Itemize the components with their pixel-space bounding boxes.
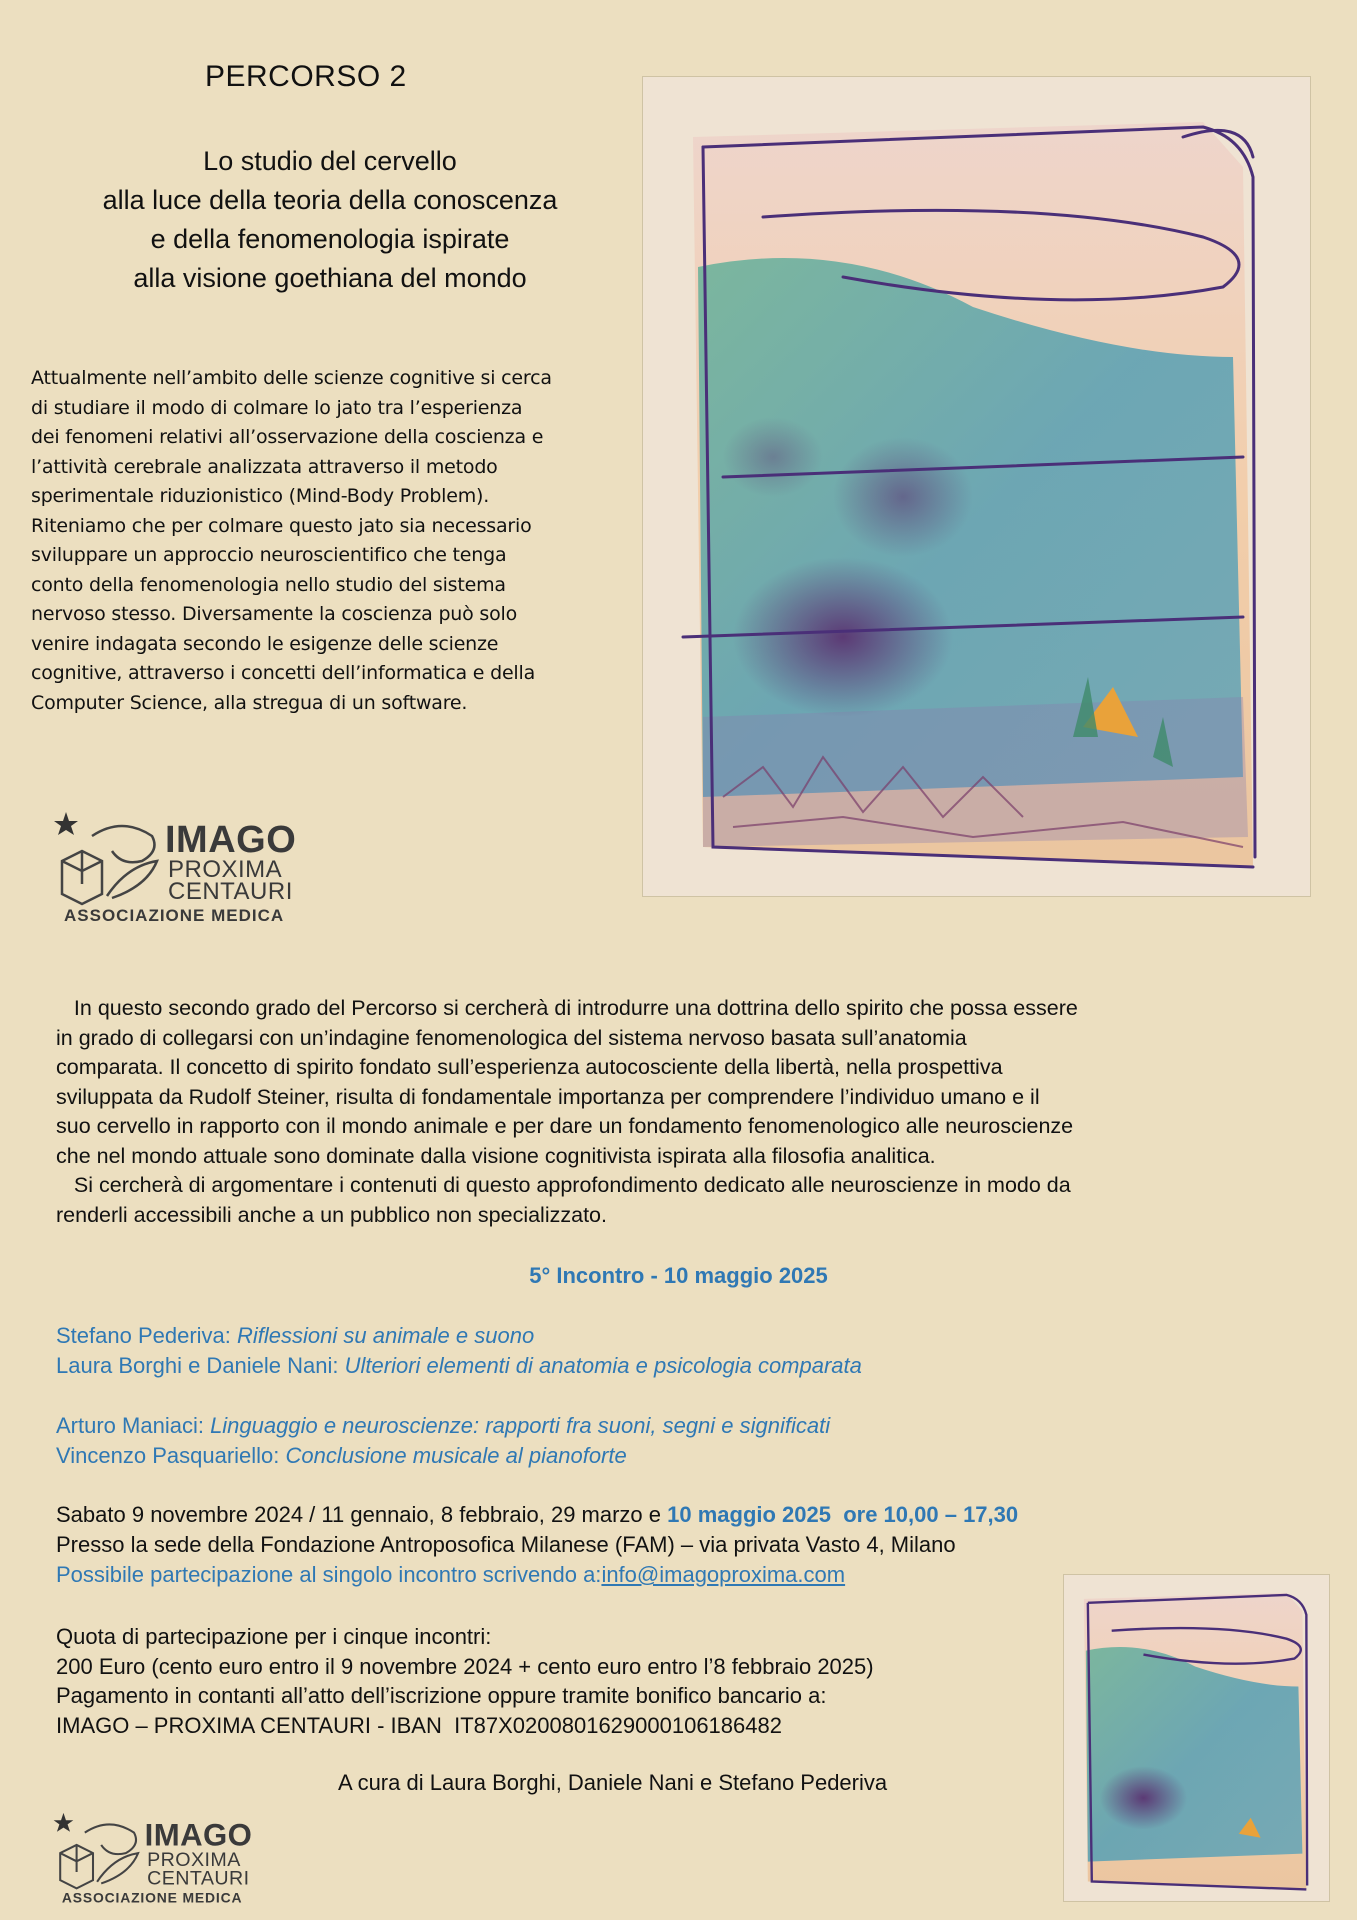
intro-line: conto della fenomenologia nello studio del sistema	[31, 573, 506, 596]
imago-logo	[52, 806, 322, 925]
speaker-name: Laura Borghi e Daniele Nani:	[56, 1353, 345, 1378]
page-subtitle	[30, 142, 630, 298]
logo-text-associazione: ASSOCIAZIONE MEDICA	[64, 906, 285, 925]
speaker-topic: Ulteriori elementi di anatomia e psicologia comparata	[344, 1353, 862, 1378]
speaker-name: Vincenzo Pasquariello:	[56, 1443, 286, 1468]
intro-line: sviluppare un approccio neuroscientifico che tenga	[31, 544, 507, 566]
speaker-row	[56, 1441, 1306, 1471]
fees-line: Pagamento in contanti all’atto dell’iscrizione oppure tramite bonifico bancario a:	[56, 1683, 827, 1708]
logo-text-imago: IMAGO	[165, 819, 297, 861]
logo-emblem-icon	[52, 806, 167, 906]
intro-line: Computer Science, alla stregua di un software.	[31, 691, 468, 714]
crayon-drawing-image	[642, 76, 1311, 897]
body-line: renderli accessibili anche a un pubblico non specializzato.	[56, 1202, 607, 1227]
logo-emblem-icon	[52, 1808, 146, 1890]
dates-text: Sabato 9 novembre 2024 / 11 gennaio, 8 febbraio, 29 marzo e	[56, 1502, 668, 1527]
thumbnail-svg	[1064, 1575, 1329, 1901]
intro-line: venire indagata secondo le esigenze delle scienze	[31, 632, 499, 655]
crayon-drawing-thumbnail	[1063, 1574, 1330, 1902]
body-line: comparata. Il concetto di spirito fondato sull’esperienza autocosciente della libertà, nella prospettiva	[56, 1055, 1003, 1079]
intro-line: di studiare il modo di colmare lo jato tra l’esperienza	[31, 396, 523, 419]
body-line: che nel mondo attuale sono dominate dalla visione cognitivista ispirata alla filosofia analitica.	[56, 1143, 936, 1168]
email-link[interactable]: info@imagoproxima.com	[601, 1562, 846, 1587]
intro-line: l’attività cerebrale analizzata attraverso il metodo	[31, 455, 498, 478]
fees-line: IMAGO – PROXIMA CENTAURI - IBAN IT87X0200801629000106186482	[56, 1712, 782, 1738]
venue-line: Presso la sede della Fondazione Antroposofica Milanese (FAM) – via privata Vasto 4, Milano	[56, 1532, 956, 1557]
drawing-svg	[643, 77, 1310, 896]
logo-text-associazione: ASSOCIAZIONE MEDICA	[61, 1890, 243, 1906]
subtitle-line: e della fenomenologia ispirate	[150, 224, 510, 254]
speaker-topic: Riflessioni su animale e suono	[237, 1323, 535, 1348]
intro-line: Riteniamo che per colmare questo jato sia necessario	[31, 514, 532, 537]
speaker-row	[56, 1411, 1306, 1441]
fees-block	[56, 1622, 1056, 1740]
speakers-group-2	[56, 1411, 1306, 1471]
intro-line: sperimentale riduzionistico (Mind-Body Problem).	[31, 485, 490, 507]
logo-text-centauri: CENTAURI	[147, 1867, 250, 1890]
body-line: Si cercherà di argomentare i contenuti di questo approfondimento dedicato alle neuroscienze in modo da	[56, 1173, 1071, 1197]
speaker-name: Stefano Pederiva:	[56, 1323, 238, 1348]
speaker-row	[56, 1321, 1306, 1351]
dates-line	[56, 1500, 1306, 1530]
fees-line: Quota di partecipazione per i cinque incontri:	[56, 1624, 492, 1649]
body-line: suo cervello in rapporto con il mondo animale e per dare un fondamento fenomenologico alle neuroscienze	[56, 1114, 1074, 1138]
subtitle-line: alla luce della teoria della conoscenza	[102, 185, 558, 215]
subtitle-line: Lo studio del cervello	[203, 146, 457, 176]
imago-logo-bottom	[52, 1808, 273, 1906]
body-paragraph	[56, 994, 1306, 1230]
page-title: PERCORSO 2	[205, 60, 407, 93]
speaker-row	[56, 1351, 1306, 1381]
body-line: In questo secondo grado del Percorso si cercherà di introdurre una dottrina dello spirito che possa essere	[56, 996, 1078, 1020]
event-heading: 5° Incontro - 10 maggio 2025	[529, 1263, 828, 1288]
single-participation-text: Possibile partecipazione al singolo incontro scrivendo a:	[56, 1562, 602, 1587]
speaker-topic: Linguaggio e neuroscienze: rapporti fra suoni, segni e significati	[210, 1413, 831, 1438]
speakers-group-1	[56, 1321, 1306, 1381]
curators-line: A cura di Laura Borghi, Daniele Nani e Stefano Pederiva	[338, 1770, 888, 1795]
intro-line: nervoso stesso. Diversamente la coscienza può solo	[31, 603, 518, 625]
logo-text-centauri: CENTAURI	[168, 878, 293, 905]
body-line: in grado di collegarsi con un’indagine fenomenologica del sistema nervoso basata sull’anatomia	[56, 1025, 967, 1050]
fees-line: 200 Euro (cento euro entro il 9 novembre 2024 + cento euro entro l’8 febbraio 2025)	[56, 1653, 874, 1679]
speaker-name: Arturo Maniaci:	[56, 1413, 211, 1438]
dates-highlight: 10 maggio 2025 ore 10,00 – 17,30	[667, 1502, 1019, 1527]
intro-line: cognitive, attraverso i concetti dell’informatica e della	[31, 662, 536, 684]
logo-text-imago: IMAGO	[144, 1818, 253, 1854]
speaker-topic: Conclusione musicale al pianoforte	[285, 1443, 627, 1468]
intro-paragraph	[31, 364, 631, 718]
logo-text-proxima: PROXIMA	[168, 856, 283, 883]
intro-line: Attualmente nell’ambito delle scienze cognitive si cerca	[31, 367, 552, 389]
subtitle-line: alla visione goethiana del mondo	[133, 263, 527, 293]
logo-text-proxima: PROXIMA	[147, 1849, 241, 1872]
intro-line: dei fenomeni relativi all’osservazione della coscienza e	[31, 426, 544, 448]
body-line: sviluppata da Rudolf Steiner, risulta di fondamentale importanza per comprendere l’individuo umano e il	[56, 1084, 1040, 1109]
